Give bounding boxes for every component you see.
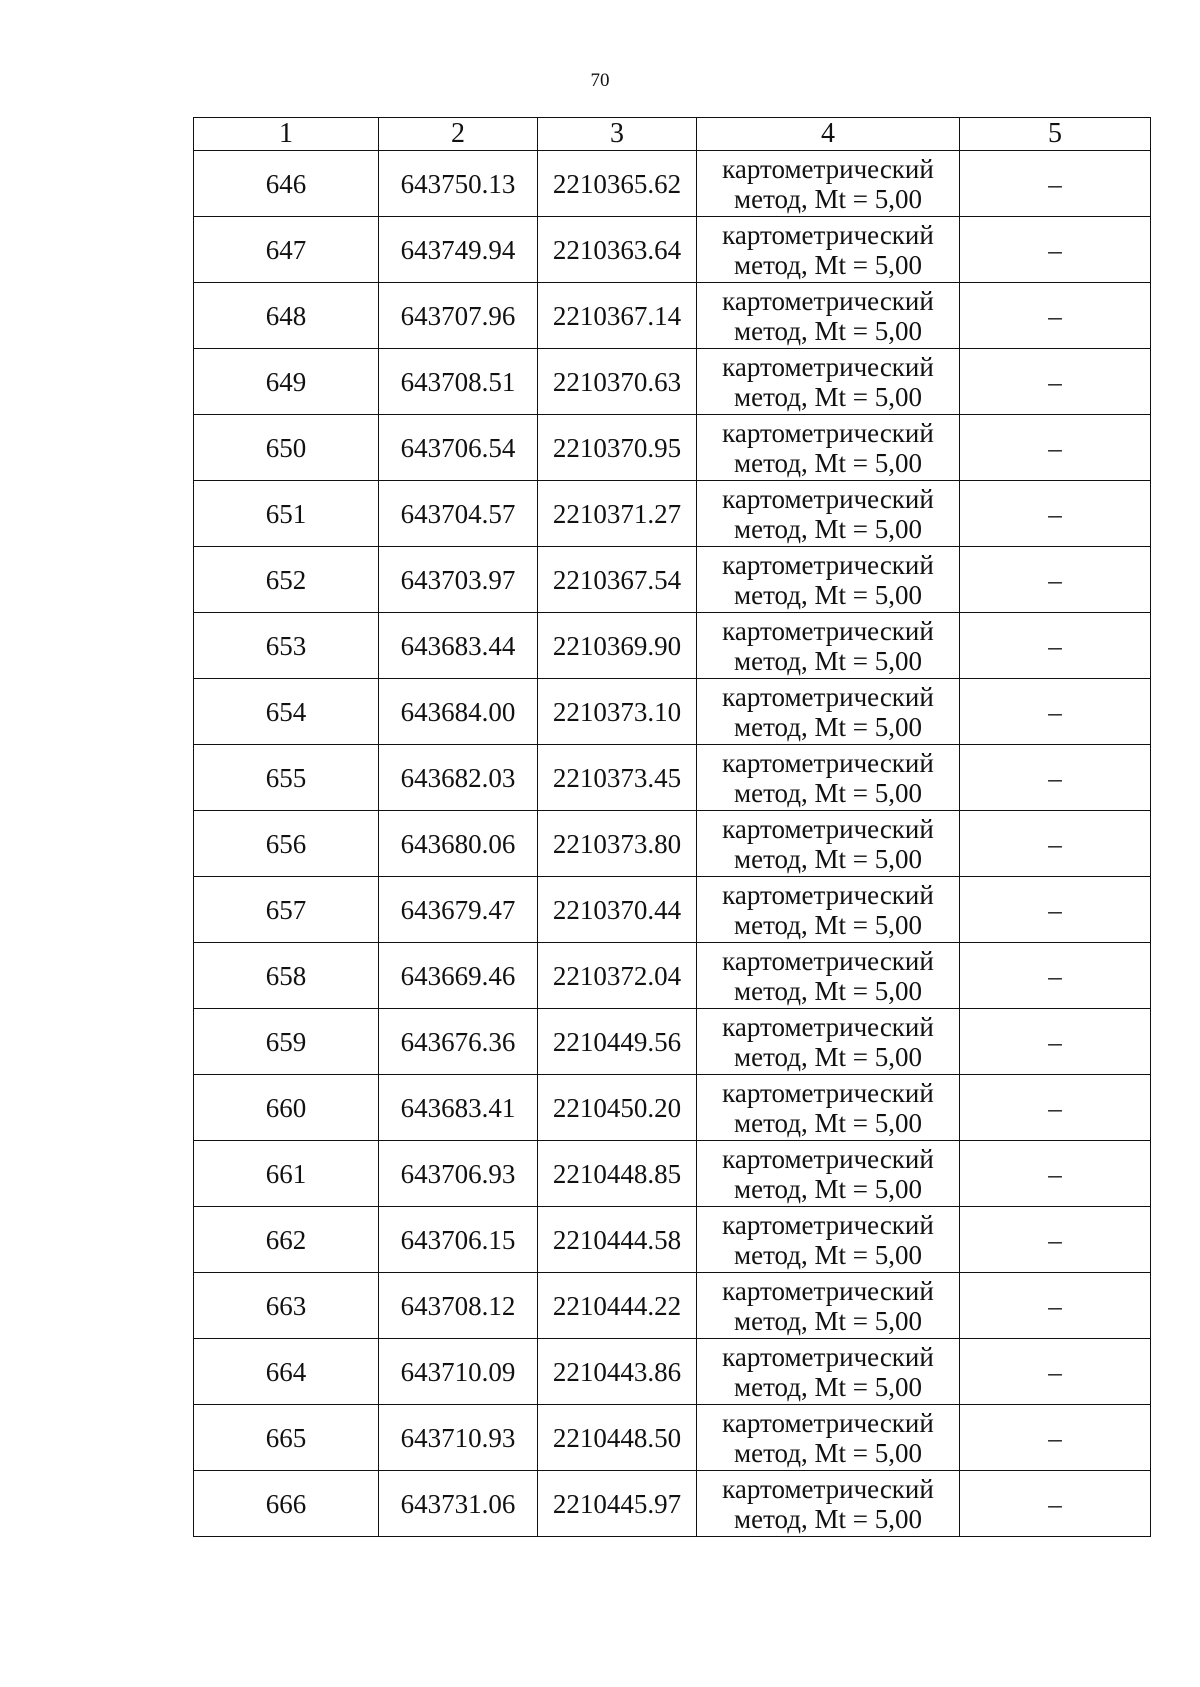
method-line-1: картометрический	[722, 1143, 934, 1174]
point-number-cell: 658	[194, 943, 379, 1009]
header-cell-2: 2	[379, 118, 538, 151]
method-line-2: метод, Mt = 5,00	[734, 1173, 922, 1204]
y-coordinate-cell: 2210372.04	[538, 943, 697, 1009]
method-line-2: метод, Mt = 5,00	[734, 1041, 922, 1072]
method-line-2: метод, Mt = 5,00	[734, 249, 922, 280]
method-line-2: метод, Mt = 5,00	[734, 909, 922, 940]
x-coordinate-cell: 643707.96	[379, 283, 538, 349]
note-cell: –	[960, 283, 1151, 349]
method-cell	[697, 613, 960, 679]
note-cell: –	[960, 613, 1151, 679]
method-cell	[697, 943, 960, 1009]
header-row	[194, 118, 1151, 151]
note-cell: –	[960, 217, 1151, 283]
x-coordinate-cell: 643706.93	[379, 1141, 538, 1207]
header-cell-3: 3	[538, 118, 697, 151]
method-cell	[697, 151, 960, 217]
point-number-cell: 651	[194, 481, 379, 547]
method-line-1: картометрический	[722, 351, 934, 382]
method-line-2: метод, Mt = 5,00	[734, 843, 922, 874]
note-cell: –	[960, 547, 1151, 613]
table-row	[194, 349, 1151, 415]
table-row	[194, 1207, 1151, 1273]
note-cell: –	[960, 1273, 1151, 1339]
point-number-cell: 647	[194, 217, 379, 283]
note-cell: –	[960, 415, 1151, 481]
y-coordinate-cell: 2210367.54	[538, 547, 697, 613]
x-coordinate-cell: 643704.57	[379, 481, 538, 547]
table-row	[194, 1471, 1151, 1537]
method-line-2: метод, Mt = 5,00	[734, 315, 922, 346]
method-line-1: картометрический	[722, 1275, 934, 1306]
table-row	[194, 415, 1151, 481]
x-coordinate-cell: 643669.46	[379, 943, 538, 1009]
method-line-2: метод, Mt = 5,00	[734, 645, 922, 676]
y-coordinate-cell: 2210373.10	[538, 679, 697, 745]
y-coordinate-cell: 2210373.45	[538, 745, 697, 811]
x-coordinate-cell: 643682.03	[379, 745, 538, 811]
method-cell	[697, 349, 960, 415]
x-coordinate-cell: 643708.51	[379, 349, 538, 415]
note-cell: –	[960, 481, 1151, 547]
method-cell	[697, 1405, 960, 1471]
method-cell	[697, 217, 960, 283]
y-coordinate-cell: 2210444.58	[538, 1207, 697, 1273]
method-line-2: метод, Mt = 5,00	[734, 579, 922, 610]
method-cell	[697, 679, 960, 745]
note-cell: –	[960, 349, 1151, 415]
y-coordinate-cell: 2210448.50	[538, 1405, 697, 1471]
method-cell	[697, 283, 960, 349]
table-row	[194, 283, 1151, 349]
point-number-cell: 666	[194, 1471, 379, 1537]
header-cell-5: 5	[960, 118, 1151, 151]
method-line-1: картометрический	[722, 1473, 934, 1504]
method-cell	[697, 1141, 960, 1207]
method-line-2: метод, Mt = 5,00	[734, 975, 922, 1006]
y-coordinate-cell: 2210367.14	[538, 283, 697, 349]
table-row	[194, 1141, 1151, 1207]
y-coordinate-cell: 2210445.97	[538, 1471, 697, 1537]
method-line-1: картометрический	[722, 1407, 934, 1438]
note-cell: –	[960, 679, 1151, 745]
note-cell: –	[960, 1207, 1151, 1273]
point-number-cell: 660	[194, 1075, 379, 1141]
x-coordinate-cell: 643750.13	[379, 151, 538, 217]
note-cell: –	[960, 1075, 1151, 1141]
method-line-1: картометрический	[722, 153, 934, 184]
y-coordinate-cell: 2210444.22	[538, 1273, 697, 1339]
table-row	[194, 679, 1151, 745]
page-number: 70	[590, 70, 610, 91]
method-line-2: метод, Mt = 5,00	[734, 1239, 922, 1270]
y-coordinate-cell: 2210450.20	[538, 1075, 697, 1141]
method-cell	[697, 1273, 960, 1339]
header-cell-1: 1	[194, 118, 379, 151]
x-coordinate-cell: 643710.09	[379, 1339, 538, 1405]
note-cell: –	[960, 1339, 1151, 1405]
method-line-2: метод, Mt = 5,00	[734, 381, 922, 412]
method-cell	[697, 745, 960, 811]
table-row	[194, 1405, 1151, 1471]
y-coordinate-cell: 2210370.44	[538, 877, 697, 943]
x-coordinate-cell: 643708.12	[379, 1273, 538, 1339]
x-coordinate-cell: 643706.15	[379, 1207, 538, 1273]
table-row	[194, 745, 1151, 811]
method-cell	[697, 1207, 960, 1273]
table-row	[194, 1273, 1151, 1339]
header-cell-4: 4	[697, 118, 960, 151]
y-coordinate-cell: 2210370.95	[538, 415, 697, 481]
x-coordinate-cell: 643676.36	[379, 1009, 538, 1075]
y-coordinate-cell: 2210363.64	[538, 217, 697, 283]
method-line-2: метод, Mt = 5,00	[734, 1371, 922, 1402]
note-cell: –	[960, 1141, 1151, 1207]
table-row	[194, 217, 1151, 283]
y-coordinate-cell: 2210443.86	[538, 1339, 697, 1405]
method-line-2: метод, Mt = 5,00	[734, 1107, 922, 1138]
x-coordinate-cell: 643703.97	[379, 547, 538, 613]
y-coordinate-cell: 2210448.85	[538, 1141, 697, 1207]
method-line-1: картометрический	[722, 879, 934, 910]
point-number-cell: 653	[194, 613, 379, 679]
point-number-cell: 663	[194, 1273, 379, 1339]
method-line-2: метод, Mt = 5,00	[734, 1503, 922, 1534]
table-body	[194, 151, 1151, 1537]
point-number-cell: 665	[194, 1405, 379, 1471]
point-number-cell: 656	[194, 811, 379, 877]
method-line-1: картометрический	[722, 1209, 934, 1240]
method-line-1: картометрический	[722, 285, 934, 316]
point-number-cell: 649	[194, 349, 379, 415]
point-number-cell: 648	[194, 283, 379, 349]
point-number-cell: 661	[194, 1141, 379, 1207]
method-line-1: картометрический	[722, 681, 934, 712]
method-line-1: картометрический	[722, 219, 934, 250]
table-row	[194, 481, 1151, 547]
point-number-cell: 652	[194, 547, 379, 613]
note-cell: –	[960, 877, 1151, 943]
method-line-2: метод, Mt = 5,00	[734, 1437, 922, 1468]
method-cell	[697, 811, 960, 877]
point-number-cell: 662	[194, 1207, 379, 1273]
y-coordinate-cell: 2210369.90	[538, 613, 697, 679]
note-cell: –	[960, 811, 1151, 877]
x-coordinate-cell: 643706.54	[379, 415, 538, 481]
x-coordinate-cell: 643749.94	[379, 217, 538, 283]
method-line-1: картометрический	[722, 1341, 934, 1372]
table-row	[194, 811, 1151, 877]
method-line-1: картометрический	[722, 483, 934, 514]
method-line-2: метод, Mt = 5,00	[734, 777, 922, 808]
x-coordinate-cell: 643683.44	[379, 613, 538, 679]
x-coordinate-cell: 643731.06	[379, 1471, 538, 1537]
point-number-cell: 659	[194, 1009, 379, 1075]
method-line-2: метод, Mt = 5,00	[734, 711, 922, 742]
x-coordinate-cell: 643679.47	[379, 877, 538, 943]
table-row	[194, 151, 1151, 217]
method-cell	[697, 481, 960, 547]
y-coordinate-cell: 2210365.62	[538, 151, 697, 217]
method-line-1: картометрический	[722, 945, 934, 976]
point-number-cell: 655	[194, 745, 379, 811]
table-row	[194, 1339, 1151, 1405]
method-line-2: метод, Mt = 5,00	[734, 447, 922, 478]
method-line-1: картометрический	[722, 549, 934, 580]
point-number-cell: 646	[194, 151, 379, 217]
table-row	[194, 877, 1151, 943]
method-cell	[697, 1075, 960, 1141]
note-cell: –	[960, 745, 1151, 811]
y-coordinate-cell: 2210373.80	[538, 811, 697, 877]
method-line-2: метод, Mt = 5,00	[734, 1305, 922, 1336]
coordinates-table	[193, 117, 1151, 1537]
table-row	[194, 547, 1151, 613]
method-cell	[697, 415, 960, 481]
y-coordinate-cell: 2210371.27	[538, 481, 697, 547]
note-cell: –	[960, 151, 1151, 217]
y-coordinate-cell: 2210370.63	[538, 349, 697, 415]
method-line-1: картометрический	[722, 1077, 934, 1108]
method-line-1: картометрический	[722, 813, 934, 844]
x-coordinate-cell: 643683.41	[379, 1075, 538, 1141]
point-number-cell: 664	[194, 1339, 379, 1405]
method-cell	[697, 547, 960, 613]
note-cell: –	[960, 943, 1151, 1009]
method-line-2: метод, Mt = 5,00	[734, 183, 922, 214]
method-line-2: метод, Mt = 5,00	[734, 513, 922, 544]
x-coordinate-cell: 643710.93	[379, 1405, 538, 1471]
point-number-cell: 657	[194, 877, 379, 943]
method-cell	[697, 1009, 960, 1075]
y-coordinate-cell: 2210449.56	[538, 1009, 697, 1075]
table-row	[194, 1075, 1151, 1141]
method-line-1: картометрический	[722, 1011, 934, 1042]
x-coordinate-cell: 643680.06	[379, 811, 538, 877]
method-cell	[697, 1471, 960, 1537]
method-line-1: картометрический	[722, 417, 934, 448]
point-number-cell: 650	[194, 415, 379, 481]
method-cell	[697, 1339, 960, 1405]
method-line-1: картометрический	[722, 747, 934, 778]
point-number-cell: 654	[194, 679, 379, 745]
method-cell	[697, 877, 960, 943]
x-coordinate-cell: 643684.00	[379, 679, 538, 745]
method-line-1: картометрический	[722, 615, 934, 646]
table-row	[194, 1009, 1151, 1075]
note-cell: –	[960, 1009, 1151, 1075]
table-row	[194, 613, 1151, 679]
note-cell: –	[960, 1471, 1151, 1537]
note-cell: –	[960, 1405, 1151, 1471]
table-row	[194, 943, 1151, 1009]
